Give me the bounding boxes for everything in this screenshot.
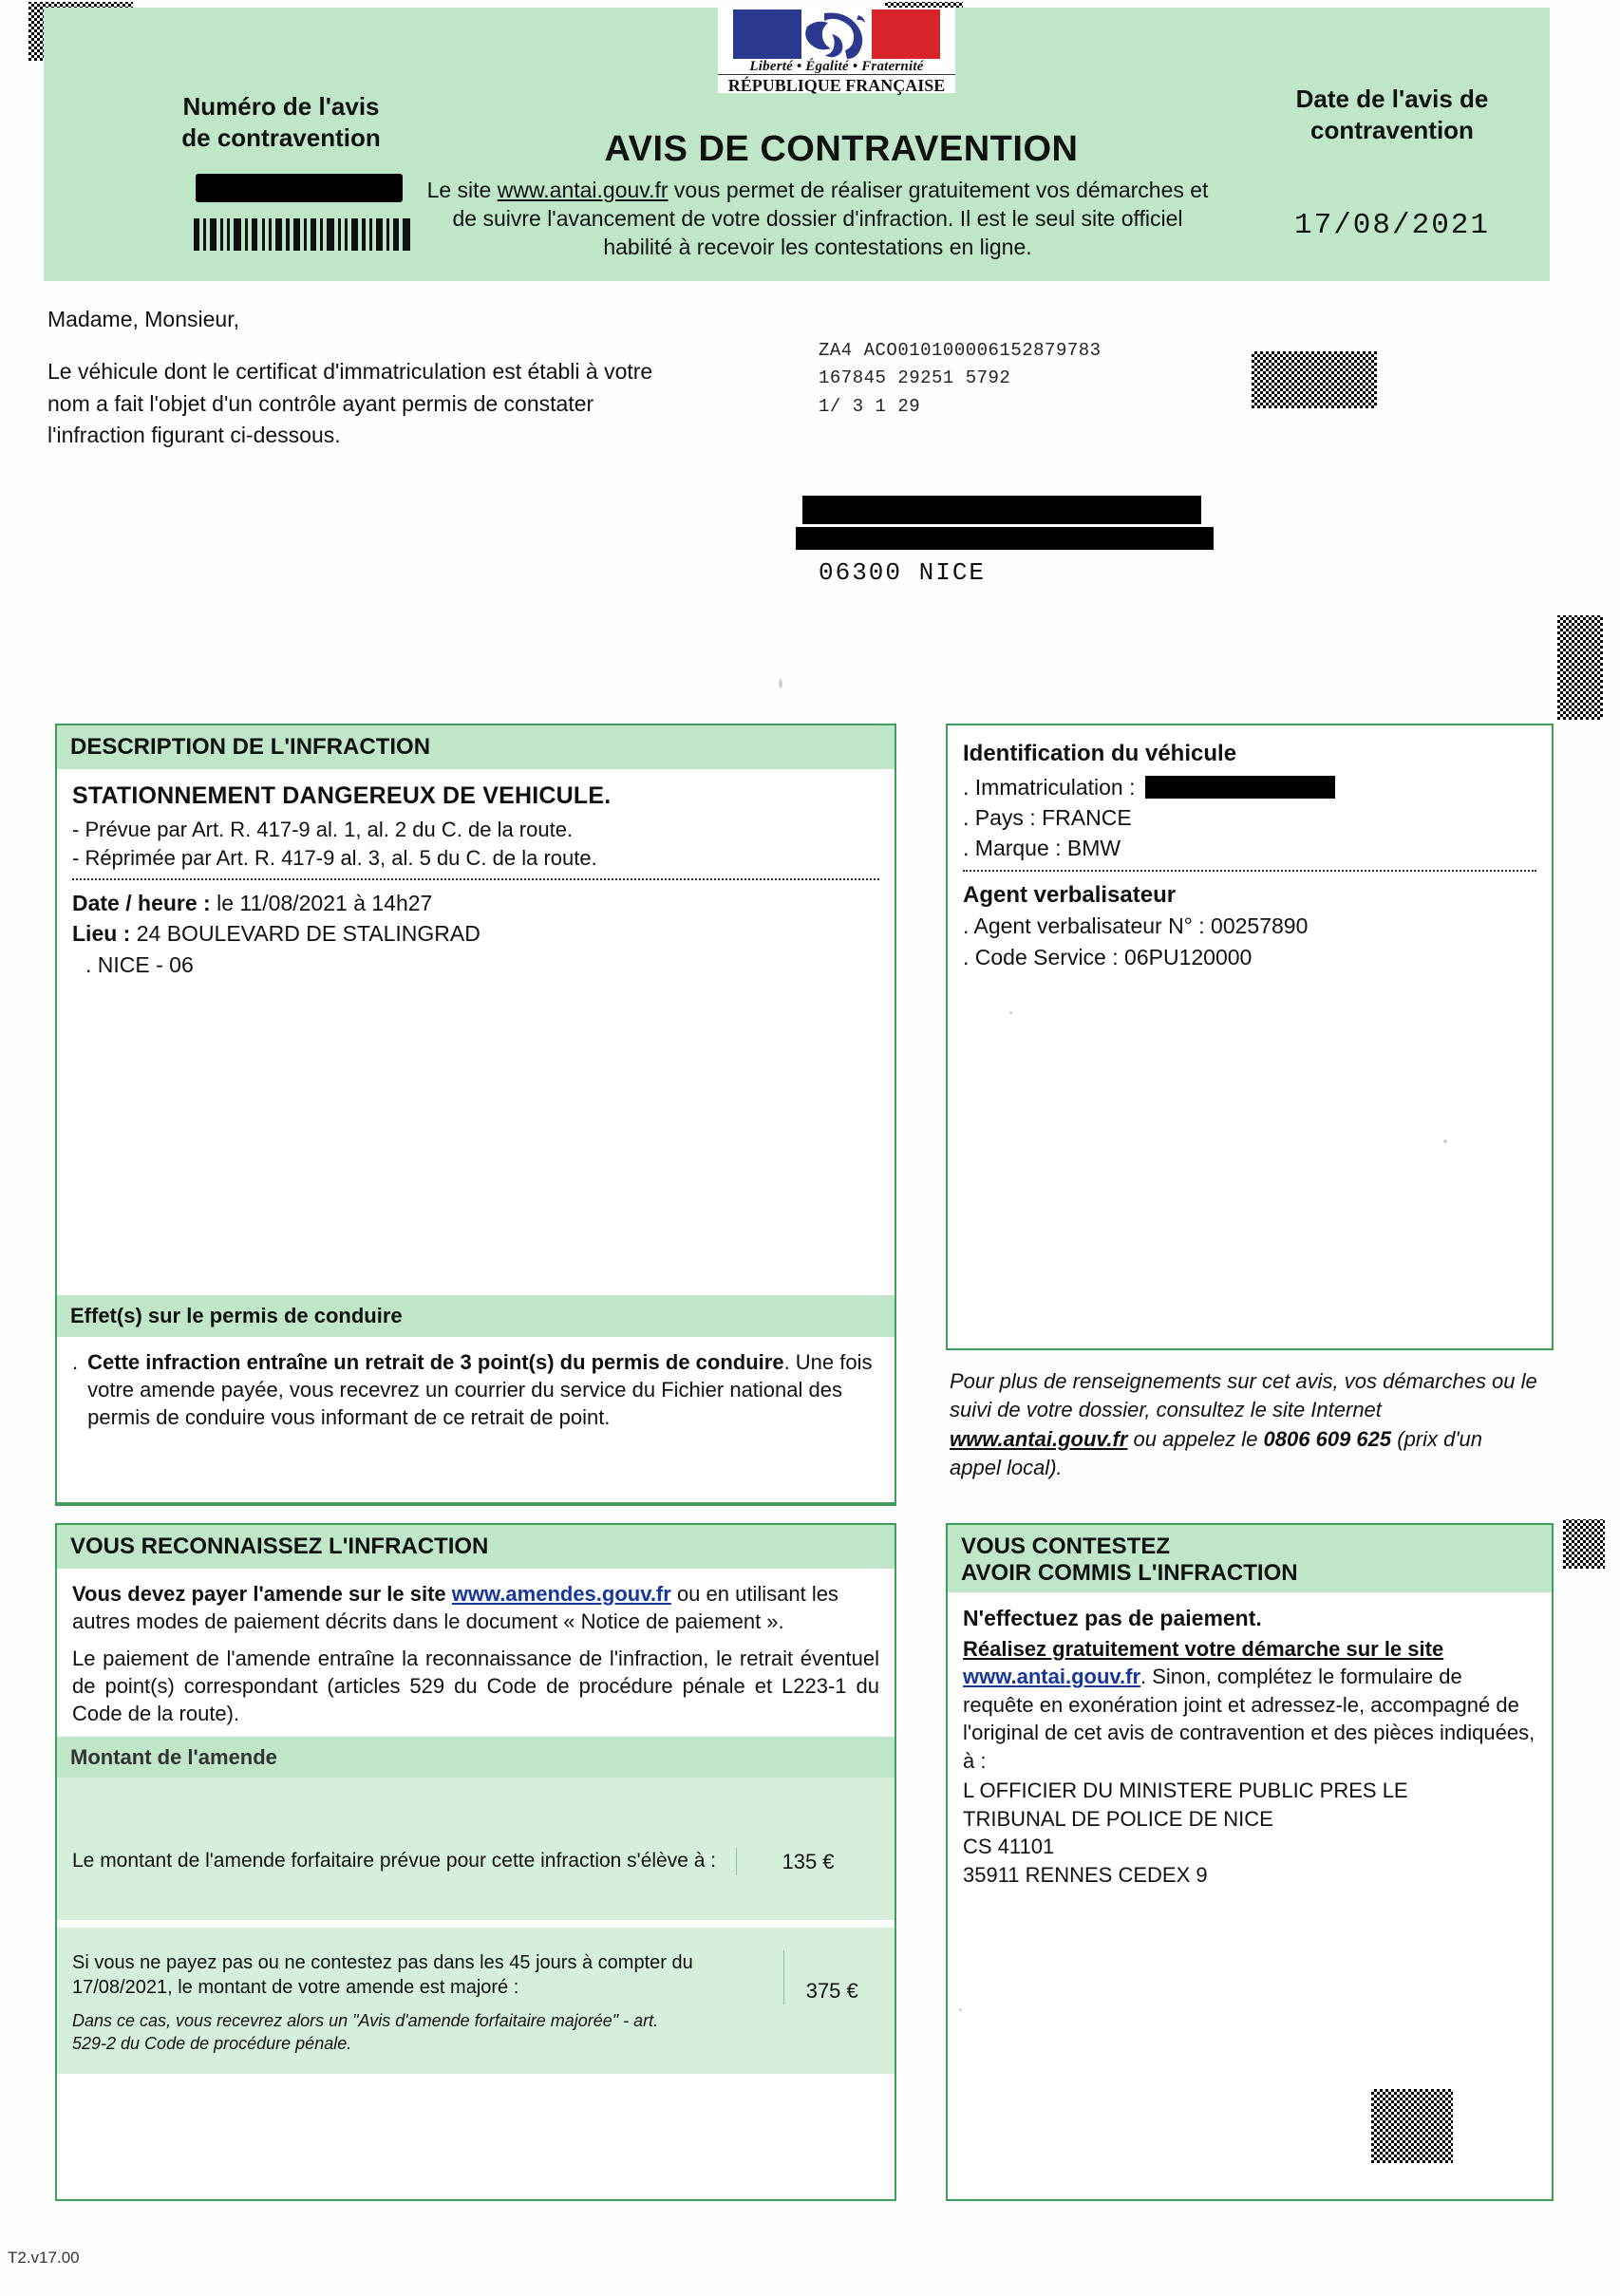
amount-zone xyxy=(57,1778,895,1920)
recipient-name-redaction xyxy=(802,496,1201,524)
officer-header: Agent verbalisateur xyxy=(963,881,1177,908)
infraction-datetime-value: le 11/08/2021 à 14h27 xyxy=(210,891,433,916)
license-effects-rest: . Une fois votre amende payée, vous recevrez un courrier du service du Fichier national des permis de conduire vous informant de ce retrait de point. xyxy=(87,1350,873,1430)
amount-increased-label: Si vous ne payez pas ou ne contestez pas dans les 45 jours à compter du 17/08/2021, le montant de votre amende est majoré : xyxy=(72,1952,693,1999)
contest-header-line1: VOUS CONTESTEZ xyxy=(961,1534,1171,1559)
infraction-prevue: - Prévue par Art. R. 417-9 al. 1, al. 2 du C. de la route. xyxy=(72,818,574,841)
officer-number-value: 00257890 xyxy=(1204,913,1309,939)
vehicle-identification-header: Identification du véhicule xyxy=(963,741,1237,766)
infraction-location xyxy=(72,919,879,948)
officer-service-label: . Code Service : xyxy=(963,944,1119,969)
datamatrix-mid-right xyxy=(1563,1519,1605,1569)
vehicle-divider xyxy=(963,870,1536,872)
amount-standard-label: Le montant de l'amende forfaitaire prévue pour cette infraction s'élève à : xyxy=(72,1850,717,1873)
license-effects-bullet: . xyxy=(72,1350,79,1374)
recipient-address-redaction xyxy=(796,527,1214,550)
amount-increased-note: Dans ce cas, vous recevrez alors un "Avis d'amende forfaitaire majorée" - art. 529-2 du Code de procédure pénale. xyxy=(72,2011,659,2053)
amount-separator xyxy=(57,1920,895,1928)
contest-instruction xyxy=(963,1635,1536,1775)
notice-date-label-line1: Date de l'avis de xyxy=(1295,85,1489,113)
information-note-phone: 0806 609 625 xyxy=(1263,1426,1392,1451)
acknowledge-pay-rest: ou en utilisant les autres modes de paiement décrits dans le document « Notice de paiement ». xyxy=(72,1582,838,1634)
republic-motto: Liberté • Égalité • Fraternité xyxy=(749,59,924,74)
amount-increased-value: 375 € xyxy=(783,1950,879,2004)
notice-date-value: 17/08/2021 xyxy=(1293,209,1491,242)
datamatrix-right-margin xyxy=(1557,615,1603,720)
vehicle-identification-body xyxy=(948,725,1552,985)
datamatrix-address xyxy=(1252,351,1377,408)
notice-number-barcode xyxy=(194,218,414,251)
header-paragraph-post: vous permet de réaliser gratuitement vos démarches et de suivre l'avancement de votre dossier d'infraction. Il est le seul site officiel habilité à recevoir les contestations en ligne. xyxy=(452,178,1209,259)
contest-header xyxy=(948,1525,1552,1592)
republic-emblem xyxy=(718,8,955,93)
notice-number-label-line1: Numéro de l'avis xyxy=(182,92,380,121)
scan-artifact xyxy=(779,679,782,688)
reference-code-line3: 1/ 3 1 29 xyxy=(819,395,921,417)
reference-code-line1: ZA4 ACO010100006152879783 xyxy=(819,340,1102,361)
vehicle-country-label: . Pays : xyxy=(963,805,1036,831)
notice-number-label-line2: de contravention xyxy=(181,122,381,152)
notice-number-redaction xyxy=(196,174,403,202)
officer-number-label: . Agent verbalisateur N° : xyxy=(963,913,1205,939)
contest-rest: . Sinon, complétez le formulaire de requête en exonération joint et adressez-le, accompagné de l'original de cet avis de contravention et des pièces indiquées, à : xyxy=(963,1665,1535,1773)
vehicle-brand-value: BMW xyxy=(1061,836,1121,861)
vehicle-plate-redaction xyxy=(1145,776,1335,799)
infraction-reprimee: - Réprimée par Art. R. 417-9 al. 3, al. 5 du C. de la route. xyxy=(72,846,597,871)
notice-number-label xyxy=(139,91,424,153)
scan-artifact xyxy=(1443,1139,1447,1143)
notice-date-label-line2: contravention xyxy=(1310,115,1474,144)
information-note-line2: ou appelez le xyxy=(1127,1426,1264,1451)
contest-address-line1: L OFFICIER DU MINISTERE PUBLIC PRES LE xyxy=(963,1778,1408,1803)
information-note-line3: (prix d'un appel local). xyxy=(950,1426,1483,1480)
infraction-title: STATIONNEMENT DANGEREUX DE VEHICULE. xyxy=(72,782,612,809)
intro-salutation: Madame, Monsieur, xyxy=(47,307,239,331)
acknowledge-body xyxy=(57,1569,895,2074)
infraction-datetime-label: Date / heure : xyxy=(72,891,211,916)
vehicle-plate-label: . Immatriculation : xyxy=(963,774,1136,800)
marianne-logo-icon xyxy=(733,9,940,59)
contest-panel xyxy=(946,1523,1554,2201)
page-title: AVIS DE CONTRAVENTION xyxy=(604,129,1079,169)
antai-site-link-contest[interactable]: www.antai.gouv.fr xyxy=(963,1665,1141,1689)
license-effects-header: Effet(s) sur le permis de conduire xyxy=(57,1295,895,1337)
contest-no-payment: N'effectuez pas de paiement. xyxy=(963,1606,1262,1630)
notice-date-label xyxy=(1212,84,1573,145)
contest-address-line2: TRIBUNAL DE POLICE DE NICE xyxy=(963,1806,1273,1831)
vehicle-country-row xyxy=(963,803,1536,832)
information-note-line1: Pour plus de renseignements sur cet avis, vos démarches ou le suivi de votre dossier, consultez le site Internet xyxy=(950,1369,1537,1422)
contest-address-line4: 35911 RENNES CEDEX 9 xyxy=(963,1862,1208,1887)
amount-section-header: Montant de l'amende xyxy=(57,1737,895,1778)
vehicle-country-value: FRANCE xyxy=(1035,805,1132,831)
intro-block xyxy=(47,304,655,472)
license-effects-bold: Cette infraction entraîne un retrait de 3 point(s) du permis de conduire xyxy=(87,1350,784,1374)
license-effects-body xyxy=(57,1337,895,1442)
infraction-datetime xyxy=(72,889,879,917)
acknowledge-panel xyxy=(55,1523,896,2201)
infraction-location-city: . NICE - 06 xyxy=(85,951,194,977)
officer-service-value: 06PU120000 xyxy=(1118,944,1253,969)
amount-standard-value: 135 € xyxy=(736,1848,879,1875)
amendes-site-link[interactable]: www.amendes.gouv.fr xyxy=(451,1582,671,1606)
datamatrix-bottom-right xyxy=(1371,2089,1453,2163)
reference-codes xyxy=(819,337,1102,421)
contest-address xyxy=(963,1777,1536,1889)
acknowledge-pay-pre: Vous devez payer l'amende sur le site xyxy=(72,1582,452,1606)
infraction-location-label: Lieu : xyxy=(72,921,131,947)
header-paragraph-pre: Le site xyxy=(426,178,498,202)
amount-increased-row xyxy=(57,1947,895,2004)
information-note xyxy=(950,1367,1538,1482)
antai-site-link-note[interactable]: www.antai.gouv.fr xyxy=(950,1426,1128,1451)
vehicle-brand-label: . Marque : xyxy=(963,836,1062,861)
republic-name: RÉPUBLIQUE FRANÇAISE xyxy=(718,74,955,96)
scan-artifact xyxy=(959,2008,962,2011)
reference-code-line2: 167845 29251 5792 xyxy=(819,367,1011,389)
contest-header-line2: AVOIR COMMIS L'INFRACTION xyxy=(961,1560,1298,1586)
vehicle-brand-row xyxy=(963,834,1536,862)
antai-site-link[interactable]: www.antai.gouv.fr xyxy=(497,178,669,202)
header-banner xyxy=(44,8,1550,281)
contest-body xyxy=(948,1592,1552,1900)
recipient-city: 06300 NICE xyxy=(819,558,987,587)
vehicle-plate-row xyxy=(963,773,1536,801)
contest-address-line3: CS 41101 xyxy=(963,1835,1055,1859)
license-effects-panel xyxy=(55,1295,896,1504)
acknowledge-header: VOUS RECONNAISSEZ L'INFRACTION xyxy=(57,1525,895,1569)
amount-increased-zone xyxy=(57,1928,895,2074)
amount-standard-row xyxy=(57,1833,895,1890)
header-paragraph xyxy=(424,177,1212,262)
infraction-divider xyxy=(72,878,879,880)
acknowledge-pay-paragraph xyxy=(72,1580,879,1635)
infraction-description-header: DESCRIPTION DE L'INFRACTION xyxy=(57,725,895,769)
acknowledge-paragraph2: Le paiement de l'amende entraîne la reconnaissance de l'infraction, le retrait éventuel de point(s) correspondant (articles 529 du Code de procédure pénale et L223-1 du Code de la route). xyxy=(72,1647,879,1726)
infraction-description-body xyxy=(57,769,895,992)
officer-number-row xyxy=(963,912,1536,940)
intro-body: Le véhicule dont le certificat d'immatriculation est établi à votre nom a fait l'objet d'un contrôle ayant permis de constater l'infraction figurant ci-dessous. xyxy=(47,359,653,448)
infraction-location-value: 24 BOULEVARD DE STALINGRAD xyxy=(130,921,480,947)
vehicle-identification-panel xyxy=(946,724,1554,1350)
scan-artifact xyxy=(1009,1011,1012,1014)
contest-realisez-bold: Réalisez gratuitement votre démarche sur le site xyxy=(963,1636,1444,1661)
officer-service-row xyxy=(963,943,1536,971)
document-version-code: T2.v17.00 xyxy=(8,2249,80,2267)
